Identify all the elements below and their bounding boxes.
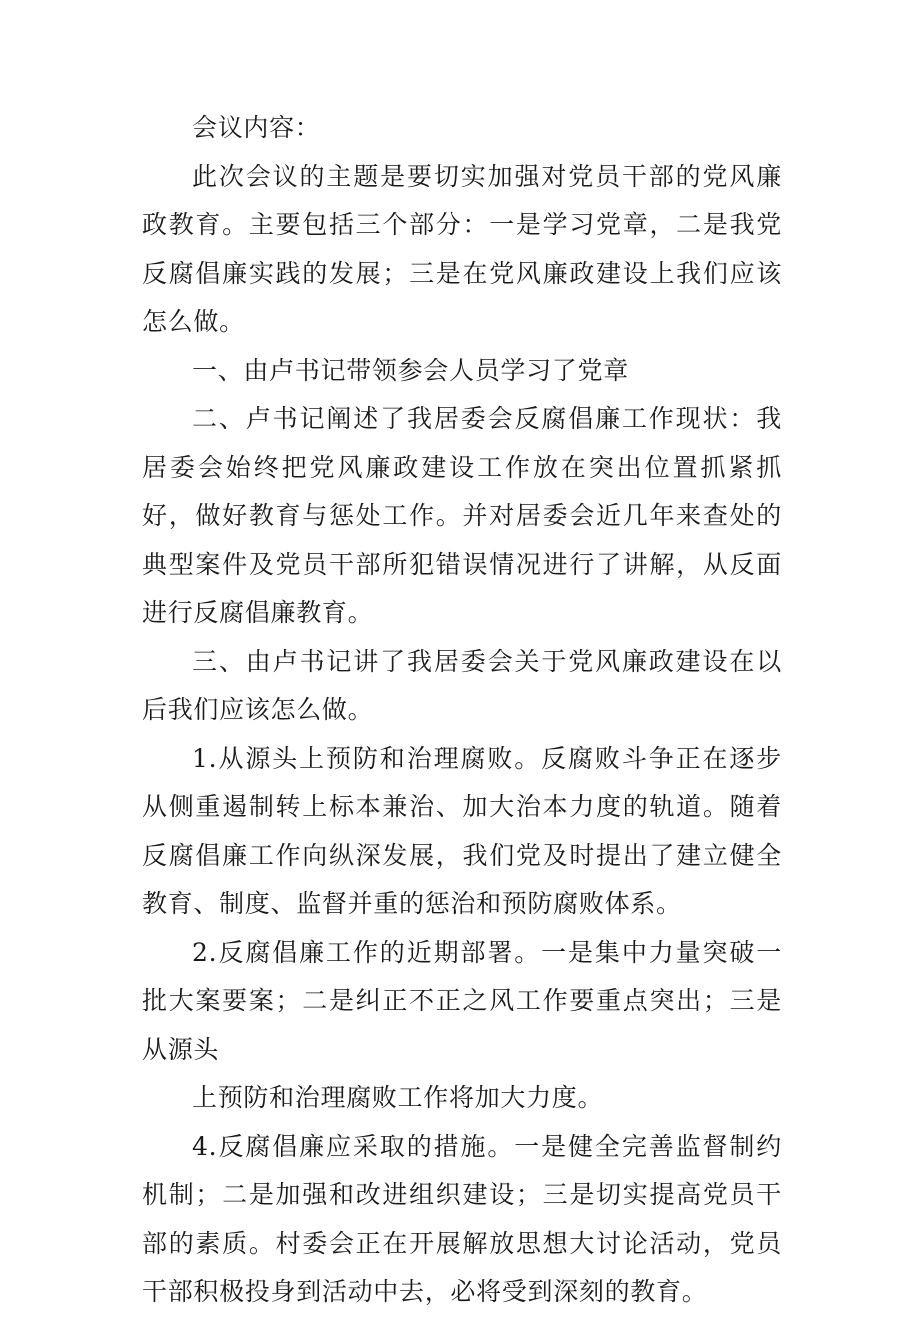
paragraph-item-2-continued: 上预防和治理腐败工作将加大力度。: [192, 1083, 604, 1112]
paragraph-section-three: 三、由卢书记讲了我居委会关于党风廉政建设在以后我们应该怎么做。: [142, 646, 782, 724]
document-body: [142, 104, 782, 1317]
paragraph-meeting-content-heading: 会议内容：: [192, 113, 321, 142]
paragraph-item-4: 4.反腐倡廉应采取的措施。一是健全完善监督制约机制；二是加强和改进组织建设；三是切实提高党员干部的素质。村委会正在开展解放思想大讨论活动，党员干部积极投身到活动中去，必将受到深刻的教育。: [142, 1131, 782, 1306]
paragraph-item-1: 1.从源头上预防和治理腐败。反腐败斗争正在逐步从侧重遏制转上标本兼治、加大治本力度的轨道。随着反腐倡廉工作向纵深发展，我们党及时提出了建立健全教育、制度、监督并重的惩治和预防腐败体系。: [142, 743, 782, 918]
paragraph-section-one: 一、由卢书记带领参会人员学习了党章: [192, 355, 629, 385]
paragraph-section-two: 二、卢书记阐述了我居委会反腐倡廉工作现状：我居委会始终把党风廉政建设工作放在突出位置抓紧抓好，做好教育与惩处工作。并对居委会近几年来查处的典型案件及党员干部所犯错误情况进行了讲解，从反面进行反腐倡廉教育。: [142, 404, 782, 627]
paragraph-meeting-theme: 此次会议的主题是要切实加强对党员干部的党风廉政教育。主要包括三个部分：一是学习党章，二是我党反腐倡廉实践的发展；三是在党风廉政建设上我们应该怎么做。: [142, 161, 782, 336]
paragraph-item-2: 2.反腐倡廉工作的近期部署。一是集中力量突破一批大案要案；二是纠正不正之风工作要重点突出；三是从源头: [142, 937, 782, 1064]
